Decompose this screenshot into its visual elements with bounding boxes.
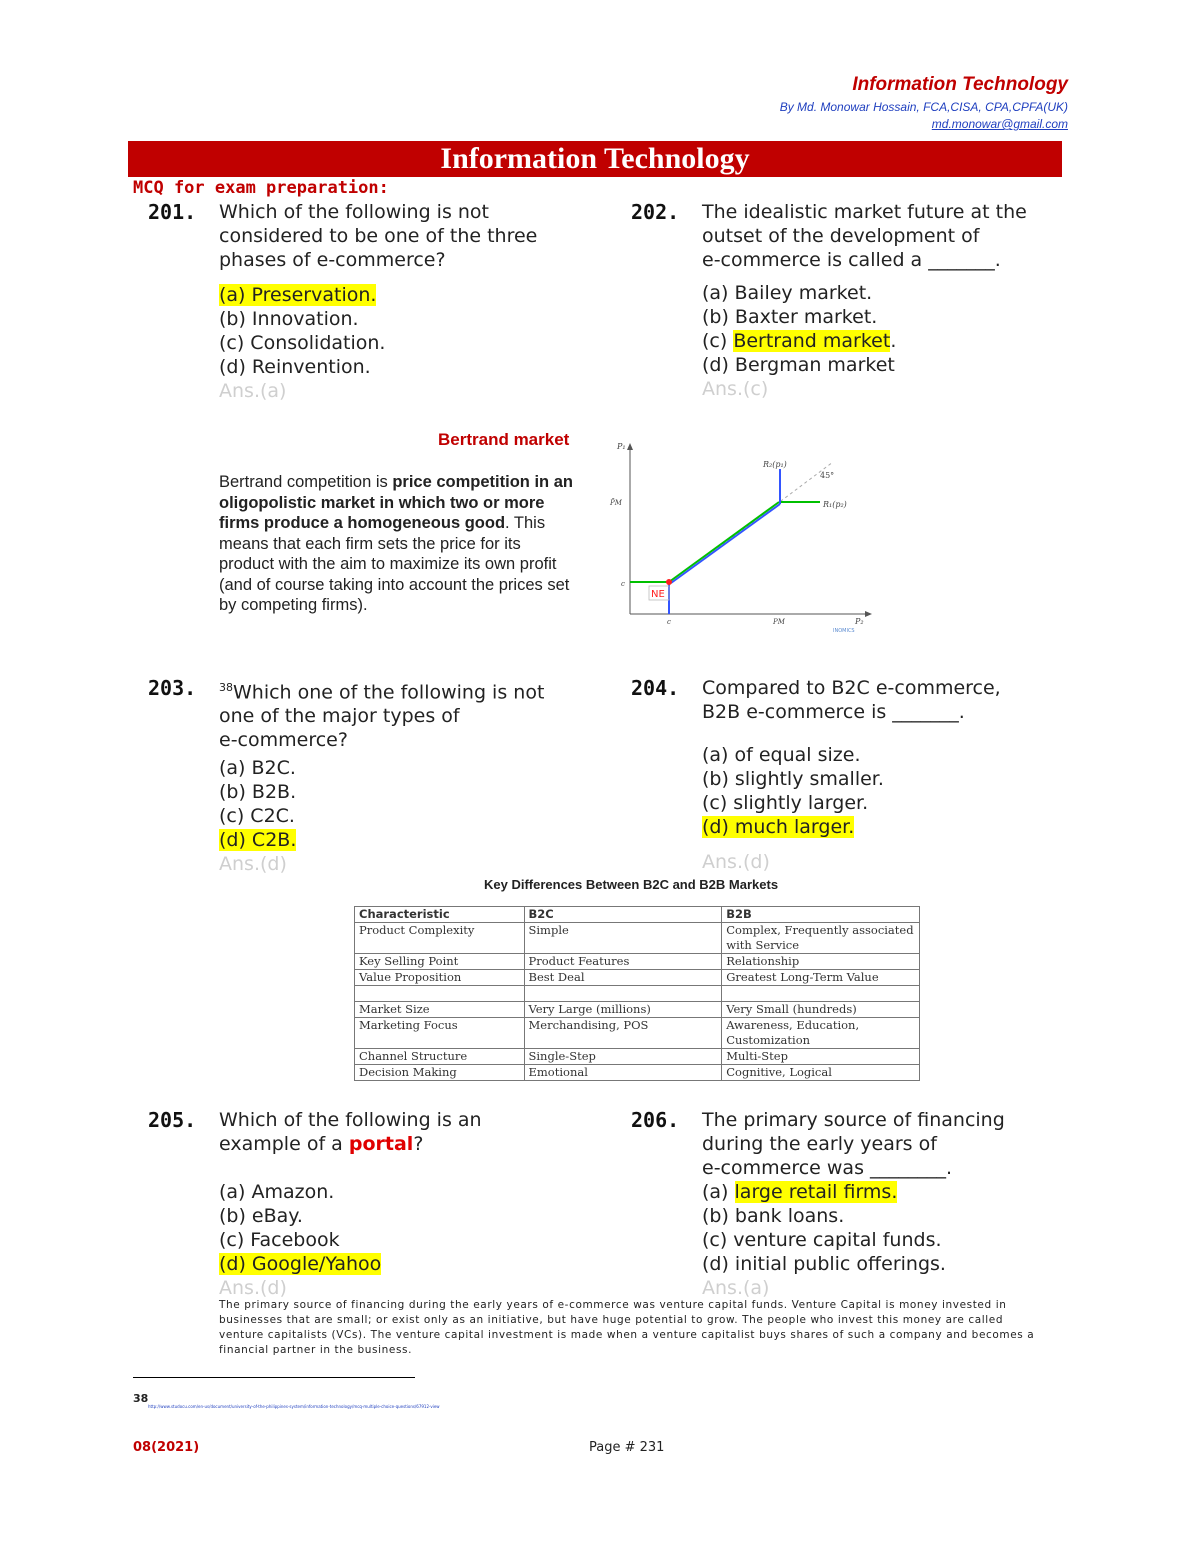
y-axis-arrow xyxy=(627,443,633,450)
answer-option-highlighted: (a) Preservation. xyxy=(219,284,377,306)
column-header: B2C xyxy=(524,907,722,923)
option: (b) bank loans. xyxy=(702,1205,845,1227)
option: (c) slightly larger. xyxy=(702,792,869,814)
explanation-note: The primary source of financing during the early years of e-commerce was venture capital funds. Venture Capital is money invested in businesses that are small; or exist only as an initiative, but have huge potential to grow. The people who invest this money are called venture capitalists (VCs). The venture capital investment is made when a venture capitalist buys shares of such a company and becomes a financial partner in the business. xyxy=(219,1299,1035,1356)
option: (d) initial public offerings. xyxy=(702,1253,946,1275)
x-c-label: c xyxy=(667,618,671,626)
table-row: Decision Making Emotional Cognitive, Logical xyxy=(355,1065,920,1081)
r1-diagonal xyxy=(669,502,779,582)
answer-option-highlighted: (d) much larger. xyxy=(702,816,855,838)
header-byline: By Md. Monowar Hossain, FCA,CISA, CPA,CPFA(UK) xyxy=(779,100,1068,114)
option: (b) slightly smaller. xyxy=(702,768,884,790)
options-list: (a) large retail firms. (b) bank loans. (c) venture capital funds. (d) initial public offerings. Ans.(a) xyxy=(702,1181,946,1299)
question-text: $^{38}$Which one of the following is not one of the major types of e-commerce? xyxy=(219,681,545,752)
section-title: MCQ for exam preparation: xyxy=(133,178,389,198)
answer-key: Ans.(d) xyxy=(702,851,770,873)
answer-option-highlighted: Bertrand market xyxy=(733,330,891,352)
footnote-link[interactable]: http://www.studocu.com/en-us/document/university-of-the-philippines-system/information-technology/mcq-multiple-choice-questions/67912-view xyxy=(148,1404,440,1409)
question-number: 205. xyxy=(148,1108,197,1132)
table-row: Product Complexity Simple Complex, Frequently associated with Service xyxy=(355,923,920,954)
header-email[interactable]: md.monowar@gmail.com xyxy=(931,117,1068,131)
options-list xyxy=(219,1180,381,1300)
ne-label: NE xyxy=(651,589,665,600)
table-row: Value Proposition Best Deal Greatest Long-Term Value xyxy=(355,970,920,986)
r2-diagonal xyxy=(671,504,780,583)
y-pm-label: P̄M xyxy=(610,499,622,507)
footnote-number: 38 xyxy=(133,1392,149,1405)
option: (c) Consolidation. xyxy=(219,332,386,354)
option: (d) Bergman market xyxy=(702,354,895,376)
table-row: Marketing Focus Merchandising, POS Awareness, Education, Customization xyxy=(355,1018,920,1049)
option: (a) of equal size. xyxy=(702,744,861,766)
graph-credit: INOMICS xyxy=(833,628,855,634)
option: (a) Bailey market. xyxy=(702,282,873,304)
options-list xyxy=(219,283,385,403)
column-header: B2B xyxy=(722,907,920,923)
options-list xyxy=(219,756,296,876)
question-number: 203. xyxy=(148,676,197,700)
table-row: Market Size Very Large (millions) Very Small (hundreds) xyxy=(355,1002,920,1018)
question-number: 206. xyxy=(631,1108,680,1132)
question-text: Which of the following is not considered to be one of the three phases of e-commerce? xyxy=(219,201,538,271)
option: (b) B2B. xyxy=(219,781,297,803)
footnote-mark: 38 xyxy=(219,681,233,694)
question-number: 202. xyxy=(631,200,680,224)
question-number: 204. xyxy=(631,676,680,700)
angle-label: 45° xyxy=(820,471,835,480)
r2-label: R₂(p₁) xyxy=(763,460,787,469)
nash-equilibrium-point xyxy=(666,579,672,585)
column-header: Characteristic xyxy=(355,907,525,923)
options-list xyxy=(702,281,896,401)
answer-option-highlighted: (d) Google/Yahoo xyxy=(219,1253,382,1275)
question-number: 201. xyxy=(148,200,197,224)
answer-key: Ans.(d) xyxy=(219,1277,287,1299)
answer-key: Ans.(a) xyxy=(702,1277,770,1299)
answer-key: Ans.(d) xyxy=(219,853,287,875)
option: (d) Reinvention. xyxy=(219,356,371,378)
bertrand-title: Bertrand market xyxy=(438,430,570,449)
header-title: Information Technology xyxy=(852,74,1068,95)
table-row: Key Selling Point Product Features Relationship xyxy=(355,954,920,970)
title-banner: Information Technology xyxy=(128,141,1062,177)
y-axis-label: P₁ xyxy=(617,442,626,451)
r1-label: R₁(p₂) xyxy=(823,500,847,509)
option: (b) Baxter market. xyxy=(702,306,878,328)
option: (c) Bertrand market. xyxy=(702,330,897,352)
table-row xyxy=(355,986,920,1002)
footnote-divider xyxy=(133,1377,415,1378)
option: (c) C2C. xyxy=(219,805,295,827)
answer-key: Ans.(a) xyxy=(219,380,287,402)
x-axis-arrow xyxy=(865,611,872,617)
page-number: Page # 231 xyxy=(589,1440,665,1455)
question-text: The primary source of financing during the early years of e-commerce was ________. xyxy=(702,1109,1005,1179)
footer-edition: 08(2021) xyxy=(133,1440,200,1455)
option: (b) eBay. xyxy=(219,1205,303,1227)
table-row: Channel Structure Single-Step Multi-Step xyxy=(355,1049,920,1065)
option: (c) Facebook xyxy=(219,1229,340,1251)
answer-option-highlighted: (d) C2B. xyxy=(219,829,297,851)
option: (b) Innovation. xyxy=(219,308,359,330)
question-text: Which of the following is an example of a portal? xyxy=(219,1109,482,1155)
option: (c) venture capital funds. xyxy=(702,1229,942,1251)
option: (a) B2C. xyxy=(219,757,296,779)
bertrand-description: Bertrand competition is price competition in an oligopolistic market in which two or more firms produce a homogeneous good. This means that each firm sets the price for its product with the aim to maximize its own profit (and of course taking into account the prices set by competing firms). xyxy=(219,473,573,614)
option: (a) Amazon. xyxy=(219,1181,335,1203)
y-c-label: c xyxy=(621,580,625,588)
bertrand-graph xyxy=(605,437,880,637)
x-axis-label: P₂ xyxy=(855,617,864,626)
x-pm-label: PM xyxy=(773,618,785,626)
portal-keyword: portal xyxy=(348,1133,414,1155)
answer-option-highlighted: large retail firms. xyxy=(734,1181,898,1203)
answer-key: Ans.(c) xyxy=(702,378,769,400)
table-title: Key Differences Between B2C and B2B Markets xyxy=(484,877,779,892)
question-text: Compared to B2C e-commerce, B2B e-commerce is _______. xyxy=(702,677,1001,723)
options-list xyxy=(702,743,884,874)
question-text: The idealistic market future at the outset of the development of e-commerce is called a _______. xyxy=(702,201,1027,271)
key-differences-table xyxy=(354,906,920,1081)
table-header-row xyxy=(355,907,920,923)
